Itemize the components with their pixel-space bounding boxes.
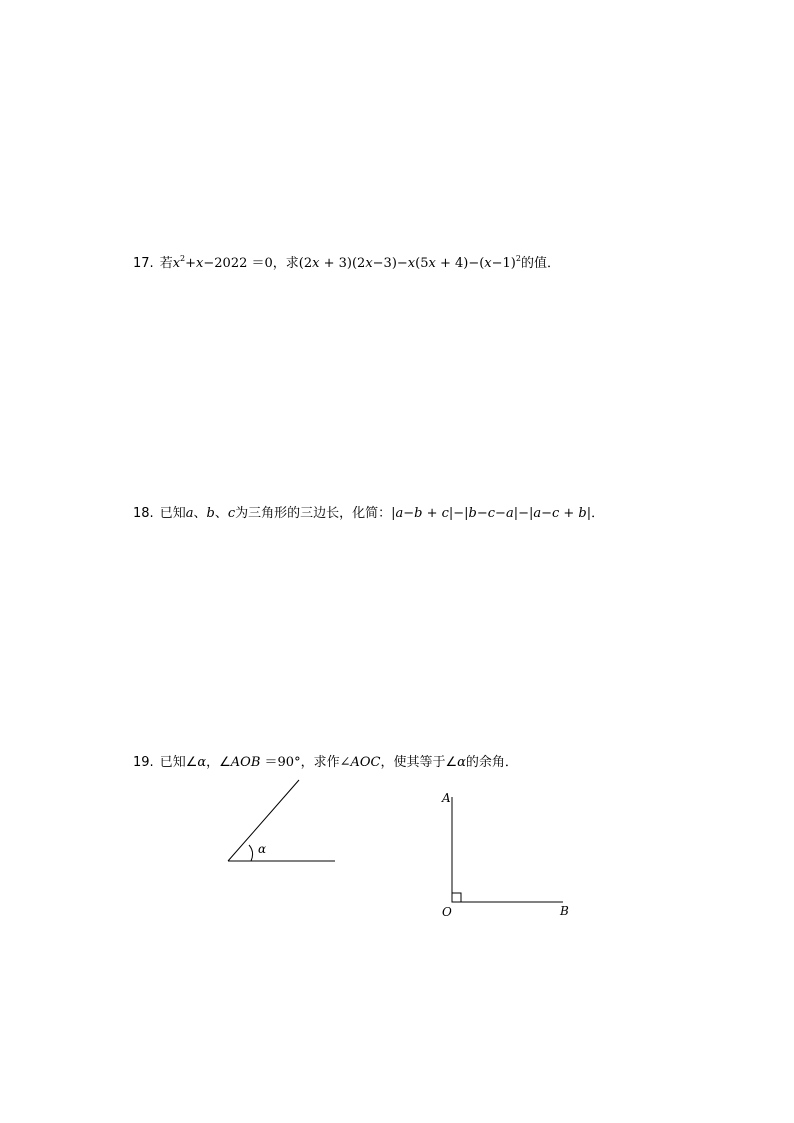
var-x: x xyxy=(365,256,373,271)
exponent: 2 xyxy=(180,254,186,263)
text: + 3)(2 xyxy=(319,256,366,271)
var-x: x xyxy=(484,256,492,271)
text: ． xyxy=(591,506,605,521)
var-alpha: α xyxy=(197,755,207,770)
angle-arc xyxy=(249,845,253,861)
text: 、 xyxy=(193,506,207,521)
text: 、 xyxy=(214,506,228,521)
expression: |a−b + c|−|b−c−a|−|a−c + b| xyxy=(391,506,592,521)
text: ，使其等于∠ xyxy=(380,755,458,770)
text: + 4)−( xyxy=(435,256,485,271)
angle-aob: AOB xyxy=(230,755,261,770)
right-angle-marker xyxy=(452,893,461,902)
text: 的余角． xyxy=(465,755,518,770)
text: 为三角形的三边长，化简： xyxy=(235,506,392,521)
var-x: x xyxy=(428,256,436,271)
text: (5 xyxy=(415,256,429,271)
text: −3)− xyxy=(372,256,408,271)
text: ＝90°，求作∠ xyxy=(260,755,351,770)
var-alpha: α xyxy=(457,755,466,770)
text: −2022 ＝0，求(2 xyxy=(203,256,313,271)
var-a: a xyxy=(185,506,194,521)
alpha-label: α xyxy=(258,842,267,856)
var-c: c xyxy=(227,506,236,521)
var-x: x xyxy=(312,256,320,271)
point-o-label: O xyxy=(442,905,452,919)
var-x: x xyxy=(196,256,204,271)
point-a-label: A xyxy=(442,791,451,805)
angle-alpha-figure xyxy=(228,780,335,861)
question-number: 17. xyxy=(133,256,154,271)
text: 的值． xyxy=(520,256,560,271)
point-b-label: B xyxy=(560,904,569,918)
text: ，∠ xyxy=(206,755,231,770)
text: 已知∠ xyxy=(159,755,198,770)
text: 若 xyxy=(159,256,173,271)
var-b: b xyxy=(206,506,215,521)
exponent: 2 xyxy=(515,254,521,263)
text: 已知 xyxy=(159,506,186,521)
text: −1) xyxy=(491,256,516,271)
question-number: 19. xyxy=(133,755,154,770)
var-x: x xyxy=(407,256,416,271)
text: + xyxy=(185,256,197,271)
angle-aoc: AOC xyxy=(350,755,381,770)
var-x: x xyxy=(172,256,181,271)
right-angle-aob-figure xyxy=(441,791,569,919)
question-number: 18. xyxy=(133,506,154,521)
